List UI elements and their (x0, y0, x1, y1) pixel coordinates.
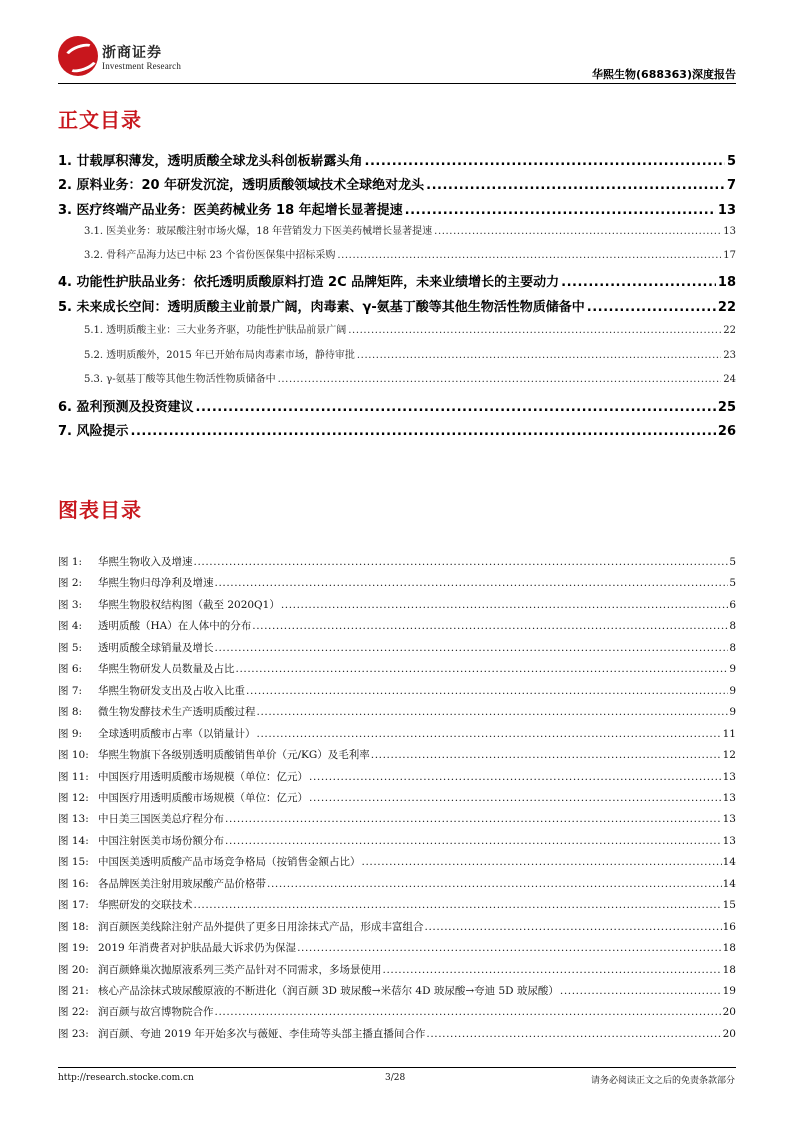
figure-entry[interactable] (58, 983, 736, 998)
figure-page: 18 (722, 942, 736, 955)
figure-number: 图 9: (58, 727, 83, 740)
figure-number: 图 22: (58, 1006, 89, 1019)
figure-entry[interactable] (58, 1004, 736, 1019)
toc-entry[interactable] (58, 321, 736, 336)
dot-leader (297, 942, 722, 954)
figure-title: 核心产品涂抹式玻尿酸原液的不断进化（润百颜 3D 玻尿酸→米蓓尔 4D 玻尿酸→夸迪 5D 玻尿酸） (98, 985, 559, 997)
figure-page: 13 (722, 813, 736, 826)
figure-title: 华熙生物收入及增速 (98, 556, 193, 568)
figure-title: 中日美三国医美总疗程分布 (98, 813, 224, 826)
dot-leader (194, 556, 729, 568)
figure-entry[interactable] (58, 1026, 736, 1041)
figure-number: 图 23: (58, 1027, 89, 1040)
dot-leader (267, 878, 722, 890)
footer-divider (58, 1067, 736, 1068)
footer-url[interactable]: http://research.stocke.com.cn (58, 1073, 194, 1083)
figure-page: 6 (729, 598, 736, 611)
figure-entry[interactable] (58, 876, 736, 891)
dot-leader (561, 275, 716, 290)
dot-leader (425, 921, 722, 933)
figure-number: 图 21: (58, 985, 89, 997)
toc-entry-page: 26 (717, 424, 736, 439)
toc-entry-title: 1. 廿载厚积薄发，透明质酸全球龙头科创板崭露头角 (58, 154, 363, 169)
dot-leader (309, 792, 722, 804)
figure-entry[interactable] (58, 919, 736, 934)
toc-entry-title: 6. 盈利预测及投资建议 (58, 400, 194, 415)
figure-title: 微生物发酵技术生产透明质酸过程 (98, 706, 256, 719)
dot-leader (215, 1006, 722, 1018)
toc-entry-title: 5.1. 透明质酸主业：三大业务齐驱，功能性护肤品前景广阔 (84, 325, 347, 336)
figure-page: 15 (722, 899, 736, 912)
dot-leader (371, 749, 722, 761)
figure-number: 图 13: (58, 813, 89, 826)
figure-page: 12 (722, 749, 736, 762)
figure-title: 华熙研发的交联技术 (98, 899, 193, 912)
footer-page-number: 3/28 (385, 1073, 406, 1083)
dot-leader (309, 771, 722, 783)
figure-entry[interactable] (58, 940, 736, 955)
toc-entry-page: 24 (723, 374, 736, 385)
figure-number: 图 7: (58, 684, 83, 697)
figure-page: 9 (729, 663, 736, 676)
toc-heading: 正文目录 (58, 108, 142, 132)
toc-entry[interactable] (58, 296, 736, 315)
dot-leader (348, 325, 721, 336)
figure-entry[interactable] (58, 597, 736, 612)
figure-title: 中国医美透明质酸产品市场竞争格局（按销售金额占比） (98, 856, 361, 869)
toc-entry-title: 2. 原料业务：20 年研发沉淀，透明质酸领域技术全球绝对龙头 (58, 178, 425, 193)
figure-page: 8 (729, 641, 736, 654)
toc-entry-page: 13 (717, 203, 736, 218)
dot-leader (215, 642, 729, 654)
figure-title: 全球透明质酸市占率（以销量计） (98, 727, 256, 740)
dot-leader (257, 728, 722, 740)
figure-number: 图 14: (58, 834, 89, 847)
dot-leader (131, 424, 716, 439)
figure-entry[interactable] (58, 747, 736, 762)
figure-page: 9 (729, 684, 736, 697)
figure-title: 透明质酸全球销量及增长 (98, 641, 214, 654)
figure-page: 5 (729, 556, 736, 568)
dot-leader (236, 663, 729, 675)
figure-entry[interactable] (58, 640, 736, 655)
figure-entry[interactable] (58, 811, 736, 826)
dot-leader (215, 577, 729, 589)
dot-leader (357, 350, 721, 361)
figure-entry[interactable] (58, 769, 736, 784)
dot-leader (337, 250, 721, 261)
figure-title: 2019 年消费者对护肤品最大诉求仍为保湿 (98, 942, 297, 955)
figure-entry[interactable] (58, 683, 736, 698)
figure-title: 华熙生物归母净利及增速 (98, 577, 214, 590)
figure-entry[interactable] (58, 962, 736, 977)
toc-entry-page: 22 (717, 300, 736, 315)
dot-leader (278, 374, 722, 385)
figure-page: 5 (729, 577, 736, 590)
figure-number: 图 5: (58, 641, 83, 654)
toc-entry[interactable] (58, 271, 736, 290)
toc-entry-page: 13 (723, 226, 736, 237)
figure-number: 图 1: (58, 556, 83, 568)
figure-page: 11 (722, 727, 736, 740)
footer-disclaimer: 请务必阅读正文之后的免责条款部分 (590, 1076, 735, 1086)
logo-chinese-name: 浙商证券 (102, 45, 162, 61)
toc-entry-page: 22 (723, 325, 736, 336)
figure-page: 20 (722, 1006, 736, 1019)
toc-entry-page: 7 (726, 178, 736, 193)
toc-entry-title: 3.1. 医美业务：玻尿酸注射市场火爆，18 年营销发力下医美药械增长显著提速 (84, 226, 433, 237)
figure-title: 中国医疗用透明质酸市场规模（单位：亿元） (98, 770, 308, 783)
dot-leader (426, 178, 725, 193)
toc-entry[interactable] (58, 222, 736, 237)
page-header (58, 36, 736, 82)
figure-title: 各品牌医美注射用玻尿酸产品价格带 (98, 877, 266, 890)
dot-leader (225, 813, 722, 825)
toc-entry-title: 3. 医疗终端产品业务：医美药械业务 18 年起增长显著提速 (58, 203, 403, 218)
dot-leader (194, 899, 722, 911)
dot-leader (383, 964, 722, 976)
dot-leader (405, 203, 716, 218)
toc-entry[interactable] (58, 370, 736, 385)
toc-entry-page: 23 (723, 350, 736, 361)
figure-entry[interactable] (58, 854, 736, 869)
dot-leader (560, 985, 722, 997)
toc-entry-title: 7. 风险提示 (58, 424, 129, 439)
dot-leader (434, 226, 721, 237)
toc-entry-title: 5.3. γ-氨基丁酸等其他生物活性物质储备中 (84, 374, 276, 385)
report-title: 华熙生物(688363)深度报告 (592, 68, 736, 81)
figure-entry[interactable] (58, 618, 736, 633)
header-divider (58, 83, 736, 84)
figure-title: 中国注射医美市场份额分布 (98, 834, 224, 847)
figure-title: 润百颜、夸迪 2019 年开始多次与薇娅、李佳琦等头部主播直播间合作 (98, 1027, 426, 1040)
figure-entry[interactable] (58, 726, 736, 741)
figure-number: 图 17: (58, 899, 89, 912)
figure-entry[interactable] (58, 897, 736, 912)
figure-title: 润百颜蜂巢次抛原液系列三类产品针对不同需求，多场景使用 (98, 963, 382, 976)
figure-entry[interactable] (58, 661, 736, 676)
figure-entry[interactable] (58, 575, 736, 590)
toc-entry-page: 25 (717, 400, 736, 415)
figure-number: 图 3: (58, 598, 83, 611)
dot-leader (587, 300, 716, 315)
figure-number: 图 19: (58, 942, 89, 955)
figure-number: 图 12: (58, 791, 89, 804)
figure-page: 18 (722, 963, 736, 976)
zheshang-logo-icon (58, 36, 98, 76)
toc-entry-title: 5. 未来成长空间：透明质酸主业前景广阔，肉毒素、γ-氨基丁酸等其他生物活性物质储备中 (58, 300, 585, 315)
figure-entry[interactable] (58, 704, 736, 719)
logo-english-name: Investment Research (102, 61, 182, 71)
toc-entry[interactable] (58, 174, 736, 193)
figure-page: 16 (722, 920, 736, 933)
dot-leader (252, 620, 728, 632)
figure-list-heading: 图表目录 (58, 498, 142, 522)
toc-entry-title: 5.2. 透明质酸外，2015 年已开始布局肉毒素市场，静待审批 (84, 350, 355, 361)
dot-leader (362, 856, 722, 868)
dot-leader (281, 599, 728, 611)
dot-leader (426, 1028, 721, 1040)
figure-page: 13 (722, 834, 736, 847)
dot-leader (225, 835, 722, 847)
figure-title: 华熙生物研发支出及占收入比重 (98, 684, 245, 697)
toc-entry[interactable] (58, 246, 736, 261)
figure-number: 图 4: (58, 620, 83, 633)
figure-entry[interactable] (58, 833, 736, 848)
figure-number: 图 15: (58, 856, 89, 869)
figure-page: 13 (722, 770, 736, 783)
figure-title: 华熙生物研发人员数量及占比 (98, 663, 235, 676)
figure-page: 9 (729, 706, 736, 719)
figure-page: 14 (722, 856, 736, 869)
toc-entry-title: 3.2. 骨科产品海力达已中标 23 个省份医保集中招标采购 (84, 250, 336, 261)
toc-entry-page: 18 (717, 275, 736, 290)
figure-number: 图 6: (58, 663, 83, 676)
figure-title: 华熙生物旗下各级别透明质酸销售单价（元/KG）及毛利率 (98, 749, 370, 762)
dot-leader (196, 400, 716, 415)
toc-entry-title: 4. 功能性护肤品业务：依托透明质酸原料打造 2C 品牌矩阵，未来业绩增长的主要动力 (58, 275, 560, 290)
figure-page: 19 (722, 985, 736, 997)
toc-entry-page: 5 (726, 154, 736, 169)
figure-title: 华熙生物股权结构图（截至 2020Q1） (98, 598, 280, 611)
figure-entry[interactable] (58, 790, 736, 805)
dot-leader (365, 154, 725, 169)
figure-number: 图 20: (58, 963, 89, 976)
toc-entry[interactable] (58, 420, 736, 439)
figure-page: 14 (722, 877, 736, 890)
figure-number: 图 18: (58, 920, 89, 933)
dot-leader (246, 685, 728, 697)
toc-entry-page: 17 (723, 250, 736, 261)
figure-page: 20 (722, 1027, 736, 1040)
toc-entry[interactable] (58, 346, 736, 361)
figure-number: 图 2: (58, 577, 83, 590)
figure-entry[interactable] (58, 554, 736, 569)
figure-number: 图 10: (58, 749, 89, 762)
figure-page: 13 (722, 791, 736, 804)
figure-title: 透明质酸（HA）在人体中的分布 (98, 620, 252, 633)
dot-leader (257, 706, 729, 718)
figure-number: 图 16: (58, 877, 89, 890)
figure-title: 中国医疗用透明质酸市场规模（单位：亿元） (98, 791, 308, 804)
figure-title: 润百颜与故宫博物院合作 (98, 1006, 214, 1019)
toc-entry[interactable] (58, 396, 736, 415)
toc-entry[interactable] (58, 150, 736, 169)
figure-number: 图 8: (58, 706, 83, 719)
toc-entry[interactable] (58, 199, 736, 218)
figure-page: 8 (729, 620, 736, 633)
figure-title: 润百颜医美线除注射产品外提供了更多日用涂抹式产品，形成丰富组合 (98, 920, 424, 933)
figure-number: 图 11: (58, 770, 89, 783)
